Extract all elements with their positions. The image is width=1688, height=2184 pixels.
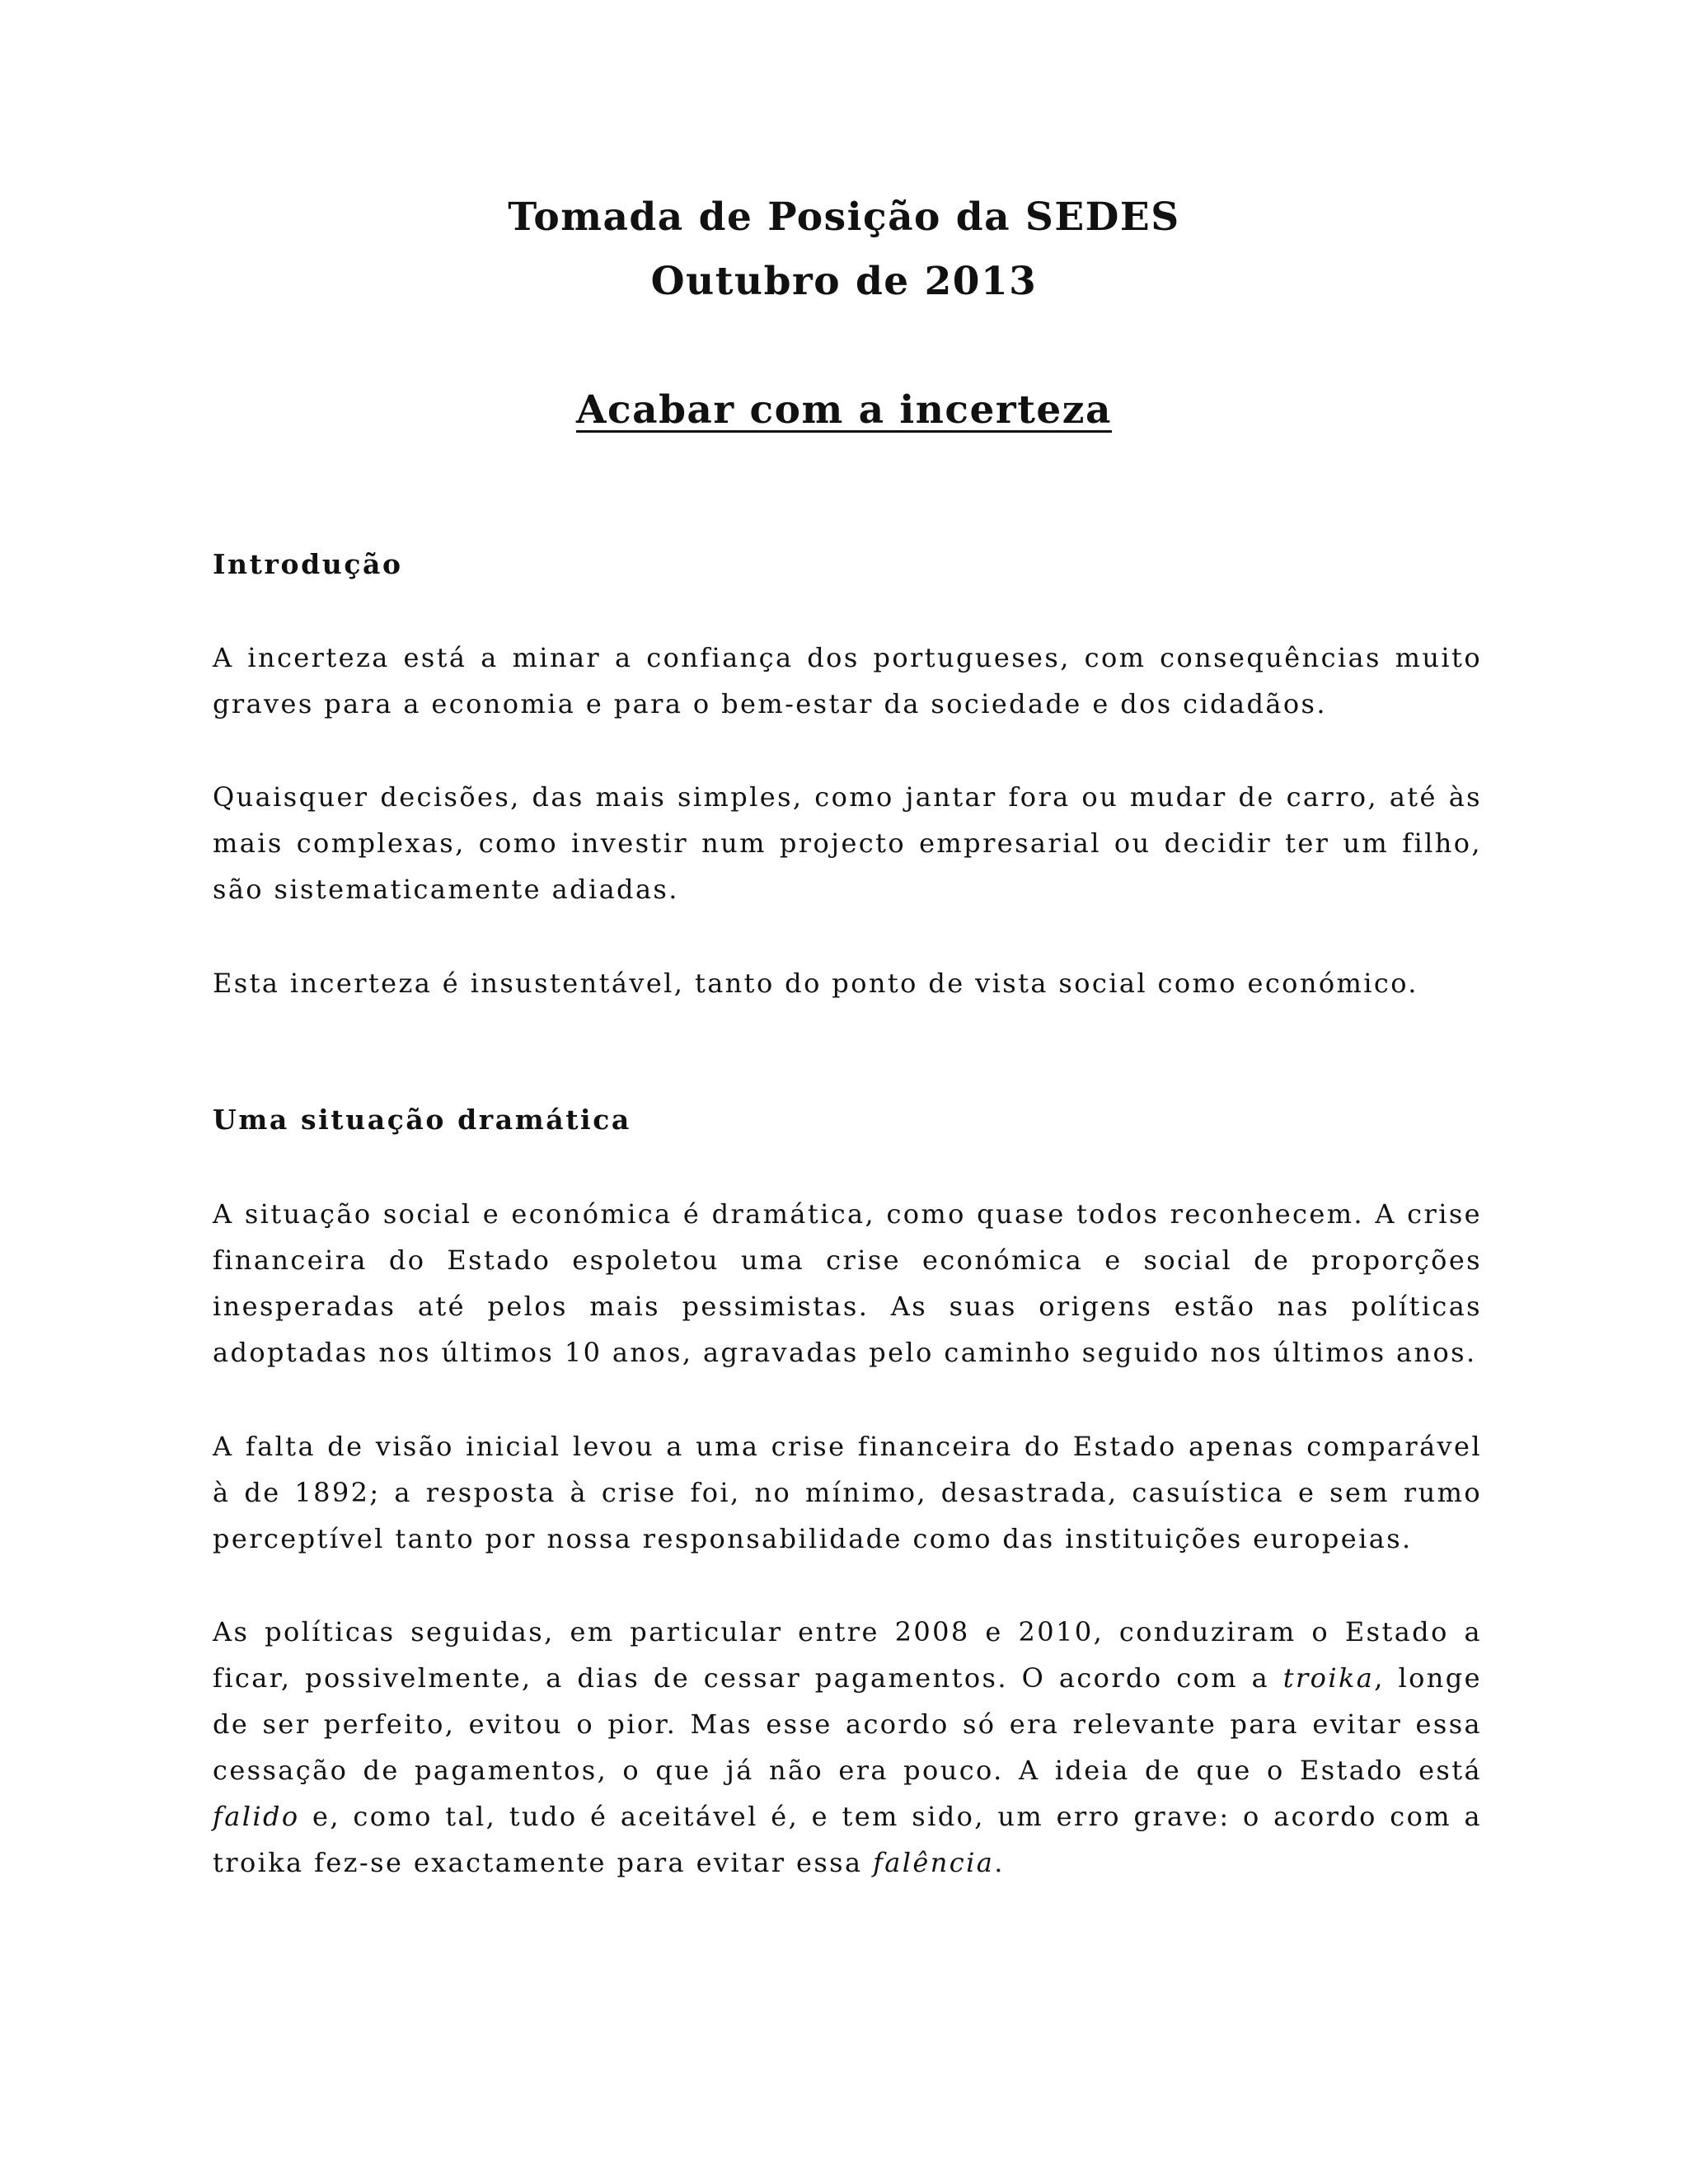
section-heading-introducao: Introdução [213, 548, 403, 580]
paragraph: A falta de visão inicial levou a uma crise financeira do Estado apenas comparável à de 1892; a resposta à crise foi, no mínimo, desastrada, casuística e sem rumo perceptível tanto por nossa responsabilidade como das instituições europeias. [213, 1431, 1482, 1554]
italic-term: falência [873, 1847, 995, 1878]
document-subtitle-text: Acabar com a incerteza [576, 387, 1112, 433]
paragraph: A incerteza está a minar a confiança dos portugueses, com consequências muito graves para a economia e para o bem-estar da sociedade e dos cidadãos. [213, 642, 1482, 719]
document-title: Tomada de Posição da SEDES [508, 194, 1180, 240]
italic-term: falido [213, 1801, 300, 1832]
paragraph-text: As políticas seguidas, em particular entre 2008 e 2010, conduziram o Estado a ficar, possivelmente, a dias de cessar pagamentos. O acordo com a [213, 1616, 1482, 1694]
paragraph-text: , longe de ser perfeito, evitou o pior. Mas esse acordo só era relevante para evitar essa cessação de pagamentos, o que já não era pouco. A ideia de que o Estado está [213, 1662, 1482, 1786]
document-date: Outubro de 2013 [650, 259, 1038, 304]
paragraph [213, 1609, 1482, 1886]
paragraph-text: e, como tal, tudo é aceitável é, e tem sido, um erro grave: o acordo com a troika fez-se exactamente para evitar essa [213, 1801, 1482, 1878]
paragraph: Quaisquer decisões, das mais simples, como jantar fora ou mudar de carro, até às mais complexas, como investir num projecto empresarial ou decidir ter um filho, são sistematicamente adiadas. [213, 781, 1482, 905]
italic-term: troika [1282, 1662, 1375, 1694]
paragraph: A situação social e económica é dramática, como quase todos reconhecem. A crise financeira do Estado espoletou uma crise económica e social de proporções inesperadas até pelos mais pessimistas. As suas origens estão nas políticas adoptadas nos últimos 10 anos, agravadas pelo caminho seguido nos últimos anos. [213, 1198, 1482, 1368]
paragraph: Esta incerteza é insustentável, tanto do ponto de vista social como económico. [213, 968, 1418, 999]
section-heading-situacao-dramatica: Uma situação dramática [213, 1104, 631, 1136]
document-subtitle [0, 387, 1688, 433]
paragraph-text: . [994, 1847, 1005, 1878]
